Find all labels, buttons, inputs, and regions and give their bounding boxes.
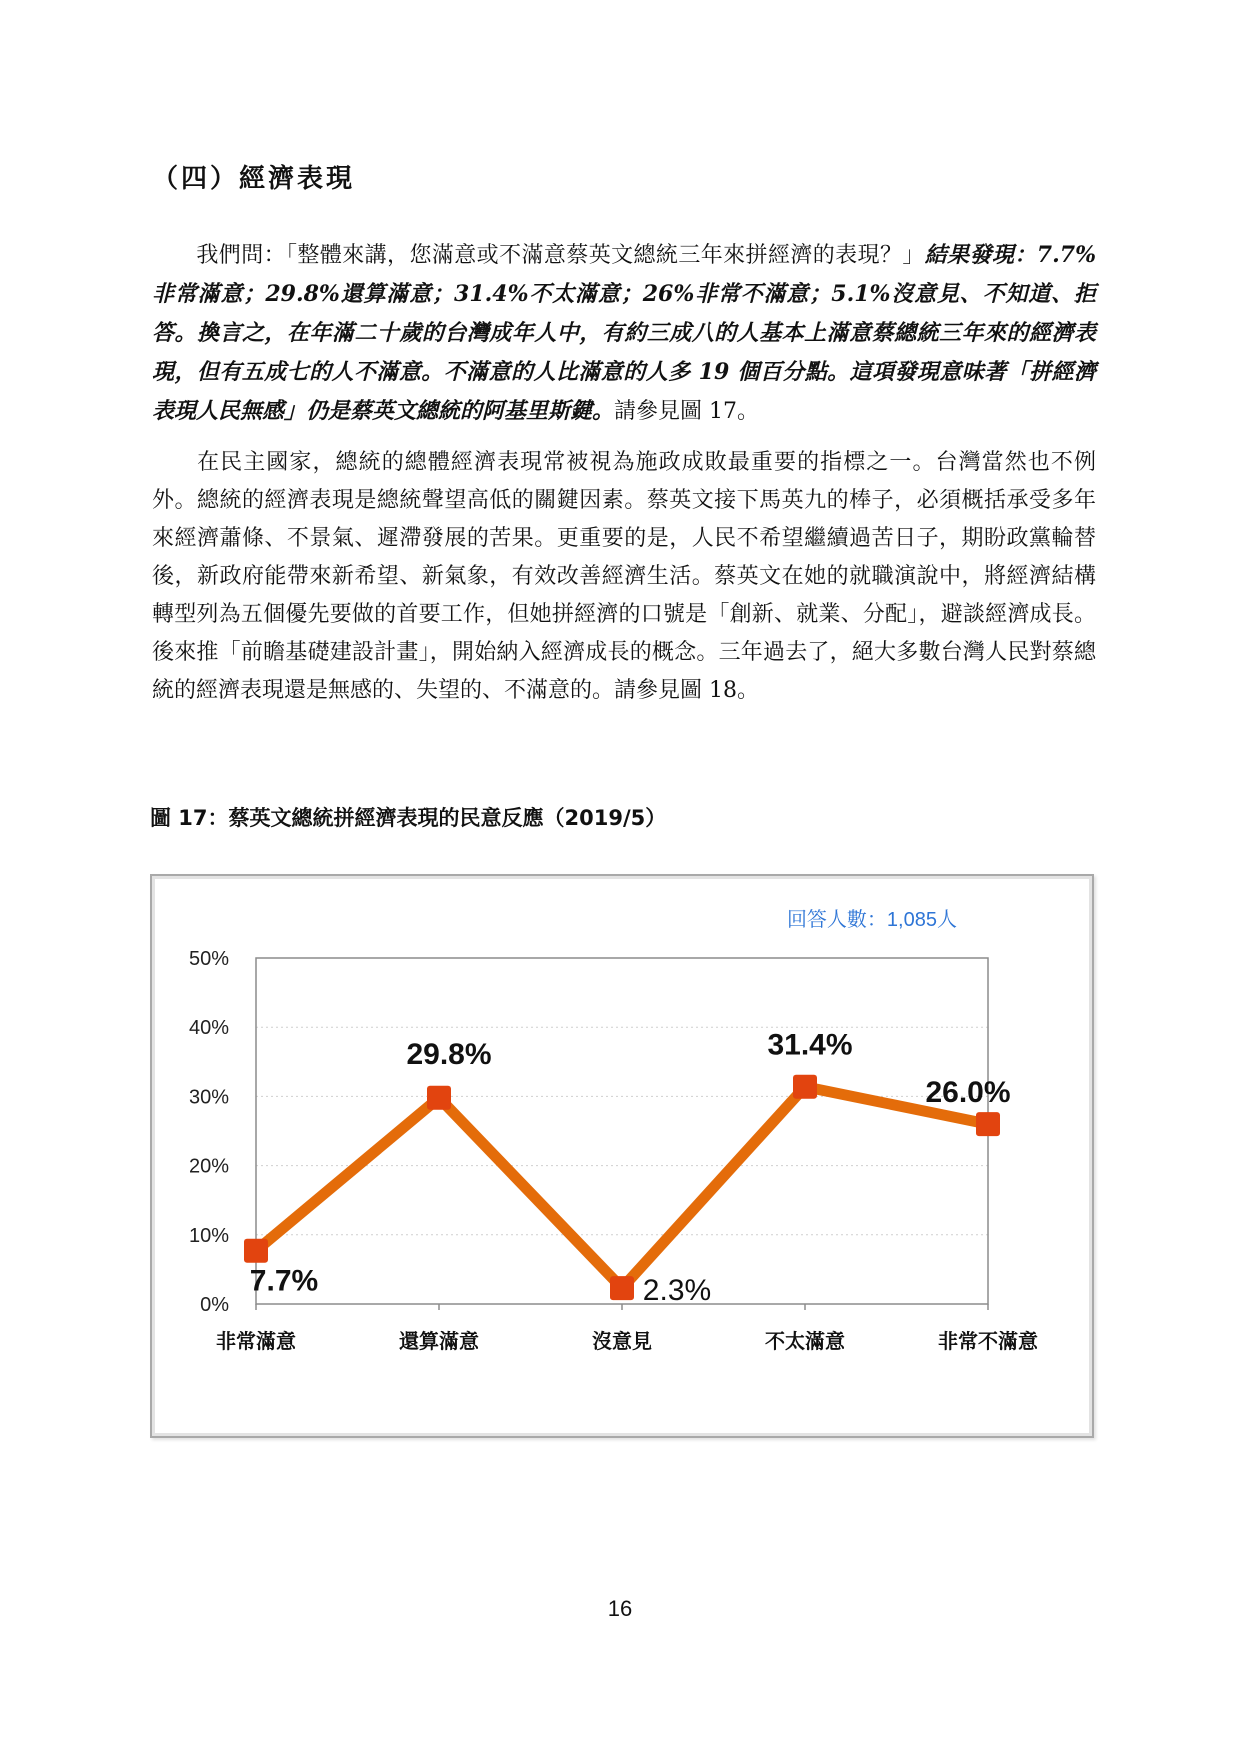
x-category-label: 不太滿意 bbox=[765, 1329, 845, 1353]
x-category-label: 沒意見 bbox=[592, 1329, 652, 1353]
x-category-label: 非常不滿意 bbox=[938, 1329, 1038, 1353]
y-tick-label: 20% bbox=[188, 1155, 229, 1178]
data-point-marker bbox=[244, 1239, 268, 1263]
paragraph-economic-context-text: 在民主國家，總統的總體經濟表現常被視為施政成敗最重要的指標之一。台灣當然也不例外。總統的經濟表現是總統聲望高低的關鍵因素。蔡英文接下馬英九的棒子，必須概括承受多年來經濟蕭條、不景氣、遲滯發展的苦果。更重要的是，人民不希望繼續過苦日子，期盼政黨輪替後，新政府能帶來新希望、新氣象，有效改善經濟生活。蔡英文在她的就職演說中，將經濟結構轉型列為五個優先要做的首要工作，但她拼經濟的口號是「創新、就業、分配」，避談經濟成長。後來推「前瞻基礎建設計畫」，開始納入經濟成長的概念。三年過去了，絕大多數台灣人民對蔡總統的經濟表現還是無感的、失望的、不滿意的。請參見圖 18。 bbox=[152, 450, 1096, 703]
survey-findings: 結果發現：7.7%非常滿意；29.8%還算滿意；31.4%不太滿意；26%非常不滿意；5.1%沒意見、不知道、拒答。換言之，在年滿二十歲的台灣成年人中，有約三成八的人基本上滿意蔡總統三年來的經濟表現，但有五成七的人不滿意。不滿意的人比滿意的人多 19 個百分點。這項發現意味著「拼經濟表現人民無感」仍是蔡英文總統的阿基里斯鍵。 bbox=[152, 242, 1096, 424]
paragraph-survey-results bbox=[152, 236, 1096, 431]
y-tick-label: 40% bbox=[188, 1017, 229, 1040]
data-value-label: 31.4% bbox=[767, 1028, 853, 1062]
x-category-label: 還算滿意 bbox=[399, 1329, 479, 1353]
data-point-marker bbox=[793, 1075, 817, 1099]
data-value-label: 7.7% bbox=[249, 1264, 319, 1298]
respondent-count-annotation: 回答人數：1,085人 bbox=[786, 909, 957, 931]
y-tick-label: 0% bbox=[200, 1294, 229, 1316]
data-value-label: 26.0% bbox=[925, 1076, 1011, 1110]
x-category-label: 非常滿意 bbox=[216, 1329, 296, 1353]
data-point-marker bbox=[976, 1112, 1000, 1136]
line-chart bbox=[152, 876, 1092, 1436]
data-point-marker bbox=[427, 1086, 451, 1110]
plot-area-border bbox=[256, 958, 988, 1304]
y-tick-label: 10% bbox=[188, 1224, 229, 1247]
y-tick-label: 50% bbox=[188, 948, 229, 970]
data-point-marker bbox=[610, 1276, 634, 1300]
series-line bbox=[256, 1087, 988, 1288]
chart-frame bbox=[150, 874, 1094, 1438]
figure-caption: 圖 17：蔡英文總統拼經濟表現的民意反應（2019/5） bbox=[150, 806, 667, 830]
paragraph-economic-context bbox=[152, 444, 1096, 710]
survey-question: 我們問：「整體來講，您滿意或不滿意蔡英文總統三年來拼經濟的表現？」 bbox=[196, 243, 925, 268]
data-value-label: 2.3% bbox=[642, 1274, 712, 1308]
page-number: 16 bbox=[607, 1596, 633, 1621]
figure-reference: 請參見圖 17。 bbox=[614, 399, 760, 424]
data-value-label: 29.8% bbox=[406, 1037, 492, 1071]
y-tick-label: 30% bbox=[188, 1086, 229, 1109]
section-title: （四）經濟表現 bbox=[152, 164, 356, 194]
